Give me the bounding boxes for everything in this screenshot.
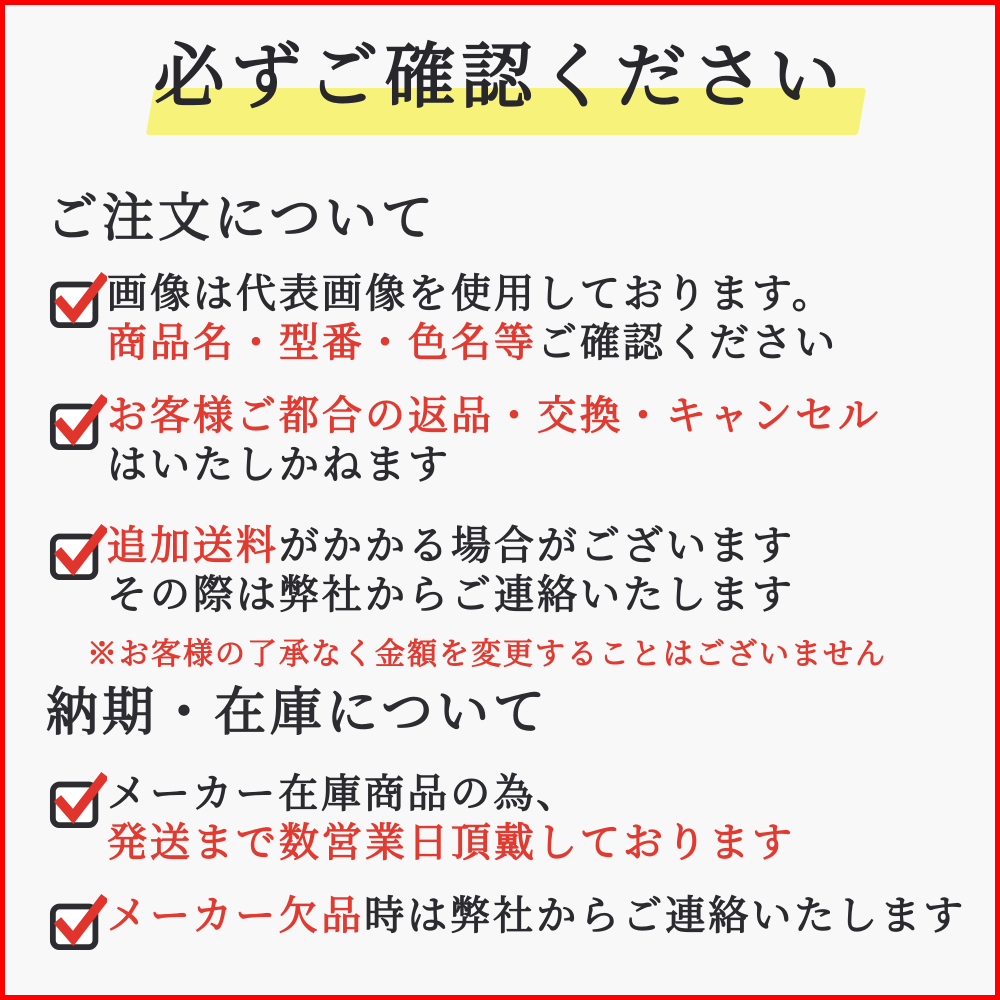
checkbox-check-icon [49,393,107,451]
checkbox-check-icon [49,771,107,829]
item-line: はいたしかねます [107,442,451,487]
item-line: メーカー在庫商品の為、 [107,771,580,816]
item-text [107,891,966,940]
item-line: 画像は代表画像を使用しております。 [107,271,835,316]
item-line: 追加送料がかかる場合がございます [107,523,795,568]
item-text [107,391,881,489]
section-heading-order: ご注文について [46,191,437,248]
checkbox-check-icon [49,893,107,951]
checkbox-check-icon [49,523,107,581]
item-text [87,521,887,673]
list-item-maker-shortage [49,891,966,951]
item-line: メーカー欠品時は弊社からご連絡いたします [107,893,967,938]
item-text [107,269,838,367]
item-text [107,769,795,867]
section-heading-stock: 納期・在庫について [46,685,549,742]
list-item-representative-image [49,269,838,367]
checkbox-check-icon [49,271,107,329]
item-line: その際は弊社からご連絡いたします [107,572,795,617]
list-item-no-returns [49,391,881,489]
item-note: ※お客様の了承なく金額を変更することはございません [87,638,887,671]
item-line: お客様ご都合の返品・交換・キャンセル [107,393,881,438]
title-block [5,5,995,155]
list-item-maker-stock [49,769,795,867]
item-line: 商品名・型番・色名等ご確認ください [107,320,838,365]
list-item-extra-shipping [49,521,887,673]
page-title: 必ずご確認ください [153,39,847,117]
item-line: 発送まで数営業日頂戴しております [107,820,795,865]
